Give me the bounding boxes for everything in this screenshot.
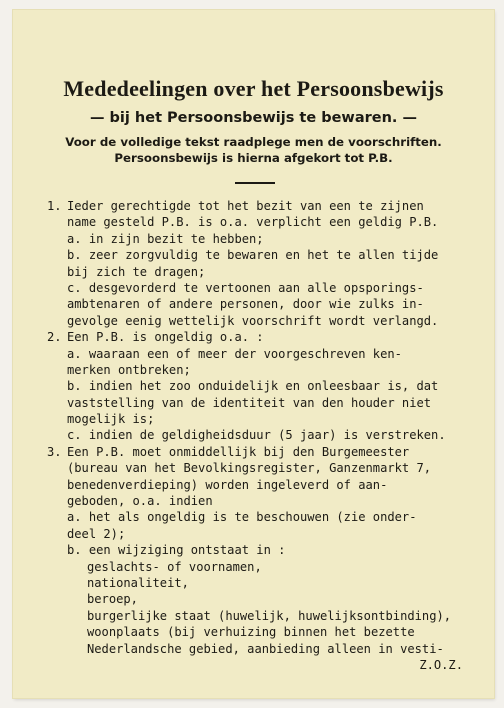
- list-item-line: nationaliteit,: [87, 575, 189, 590]
- list-item-line: geboden, o.a. indien: [67, 494, 213, 509]
- list-item-line: c. desgevorderd te vertoonen aan alle opsporings-: [67, 280, 424, 295]
- list-item-line: vaststelling van de identiteit van den houder niet: [67, 395, 432, 410]
- list-item-line: [47, 329, 467, 345]
- list-item-line: geslachts- of voornamen,: [87, 559, 262, 574]
- list-item-line: a. het als ongeldig is te beschouwen (zie onder-: [67, 510, 417, 525]
- list-item-line: ambtenaren of andere personen, door wie zulks in-: [67, 297, 424, 312]
- list-item-line: name gesteld P.B. is o.a. verplicht een geldig P.B.: [67, 215, 439, 230]
- document-content: [13, 10, 494, 698]
- item-number: 1.: [47, 199, 62, 213]
- list-item-line: burgerlijke staat (huwelijk, huwelijksontbinding),: [87, 608, 452, 623]
- intro-line-1: Voor de volledige tekst raadplege men de voorschriften.: [65, 135, 442, 149]
- intro-note: [13, 134, 494, 166]
- header-divider: [235, 182, 275, 184]
- list-item-line: Nederlandsche gebied, aanbieding alleen in vesti-: [87, 641, 444, 656]
- list-item-line: mogelijk is;: [67, 412, 155, 427]
- list-item-line: [47, 198, 467, 214]
- list-item-line: a. waaraan een of meer der voorgeschreven ken-: [67, 346, 402, 361]
- item-1: [47, 198, 467, 329]
- turn-over-note: Z.O.Z.: [419, 657, 463, 672]
- intro-line-2: Persoonsbewijs is hierna afgekort tot P.B.: [114, 151, 393, 165]
- item-text: Ieder gerechtigde tot het bezit van een te zijnen: [67, 199, 424, 213]
- list-item-line: benedenverdieping) worden ingeleverd of aan-: [67, 477, 388, 492]
- item-text: Een P.B. moet onmiddellijk bij den Burgemeester: [67, 444, 410, 459]
- list-item-line: a. in zijn bezit te hebben;: [67, 231, 264, 246]
- list-item-line: [47, 444, 467, 460]
- list-item-line: (bureau van het Bevolkingsregister, Ganzenmarkt 7,: [67, 461, 432, 476]
- list-item-line: merken ontbreken;: [67, 362, 191, 377]
- item-3: [47, 444, 467, 657]
- document-title: Mededeelingen over het Persoonsbewijs: [63, 76, 444, 101]
- list-item-line: woonplaats (bij verhuizing binnen het bezette: [87, 625, 415, 640]
- item-number: 3.: [47, 444, 62, 459]
- list-item-line: deel 2);: [67, 526, 126, 541]
- list-item-line: b. een wijziging ontstaat in :: [67, 543, 286, 558]
- item-number: 2.: [47, 330, 62, 345]
- list-item-line: b. indien het zoo onduidelijk en onleesbaar is, dat: [67, 379, 439, 394]
- list-item-line: beroep,: [87, 592, 138, 607]
- document-body: [47, 198, 467, 673]
- list-item-line: bij zich te dragen;: [67, 264, 206, 279]
- list-item-line: gevolge eenig wettelijk voorschrift wordt verlangd.: [67, 313, 439, 328]
- item-text: Een P.B. is ongeldig o.a. :: [67, 330, 264, 345]
- document-card: [13, 10, 494, 698]
- item-2: [47, 329, 467, 444]
- document-subtitle: — bij het Persoonsbewijs te bewaren. —: [90, 110, 417, 126]
- list-item-line: c. indien de geldigheidsduur (5 jaar) is verstreken.: [67, 428, 446, 443]
- list-item-line: b. zeer zorgvuldig te bewaren en het te allen tijde: [67, 248, 439, 263]
